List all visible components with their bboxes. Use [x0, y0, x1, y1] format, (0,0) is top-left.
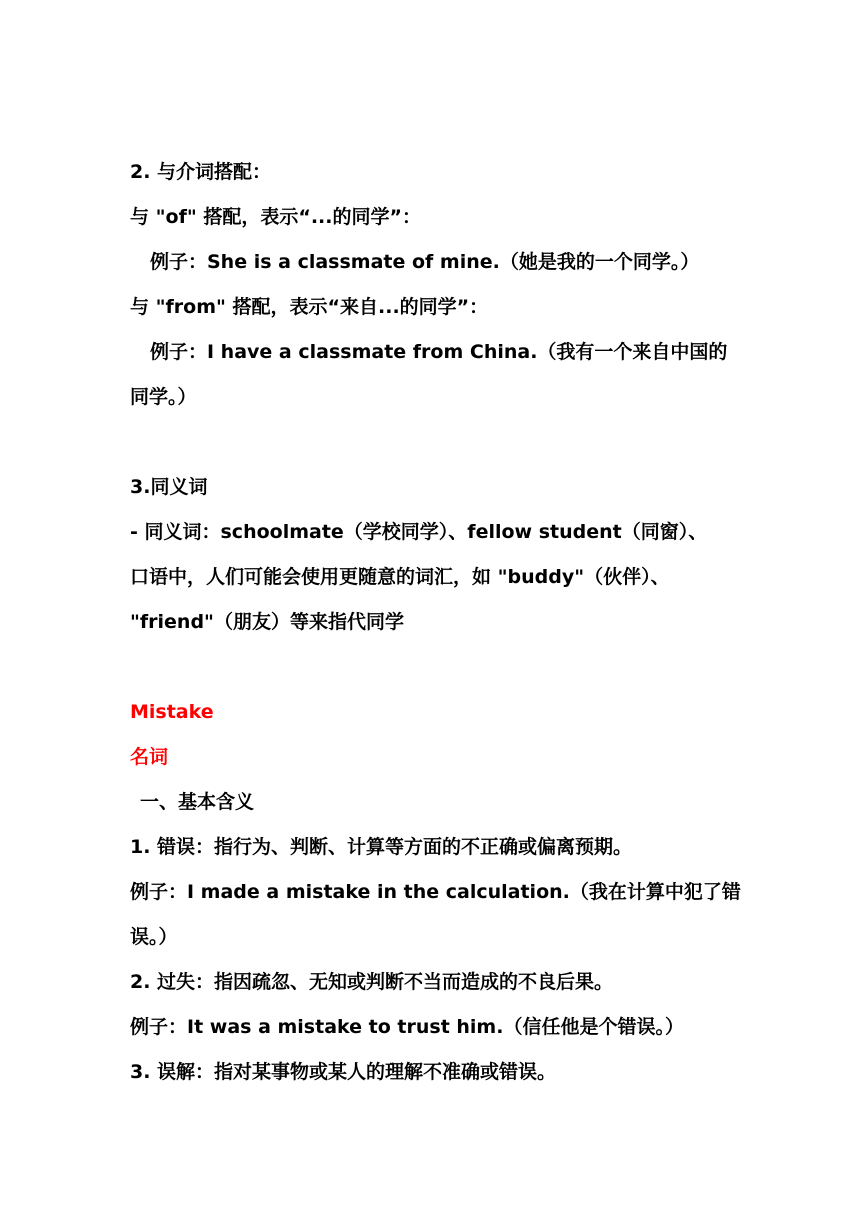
- spacer: [130, 645, 750, 690]
- sense-2-example: 例子：It was a mistake to trust him.（信任他是个错误。）: [130, 1016, 684, 1038]
- entry-word: Mistake: [130, 701, 214, 723]
- sense-2: 2. 过失：指因疏忽、无知或判断不当而造成的不良后果。: [130, 971, 614, 993]
- from-collocation-example-cont: 同学。）: [130, 386, 197, 408]
- from-collocation-example: 例子：I have a classmate from China.（我有一个来自中国的: [150, 341, 728, 363]
- spacer: [130, 420, 750, 465]
- of-collocation-example: 例子：She is a classmate of mine.（她是我的一个同学。）: [150, 251, 700, 273]
- sense-3: 3. 误解：指对某事物或某人的理解不准确或错误。: [130, 1061, 557, 1083]
- sense-1-example: 例子：I made a mistake in the calculation.（我在计算中犯了错: [130, 881, 741, 903]
- section-heading-synonyms: 3.同义词: [130, 476, 208, 498]
- basic-meaning-heading: 一、基本含义: [140, 791, 255, 813]
- synonyms-line: - 同义词：schoolmate（学校同学）、fellow student（同窗）、: [130, 521, 708, 543]
- sense-1: 1. 错误：指行为、判断、计算等方面的不正确或偏离预期。: [130, 836, 633, 858]
- from-collocation-rule: 与 "from" 搭配，表示“来自...的同学”：: [130, 296, 489, 318]
- sense-1-example-cont: 误。）: [130, 926, 178, 948]
- part-of-speech: 名词: [130, 746, 169, 768]
- section-heading-prepositions: 2. 与介词搭配：: [130, 161, 272, 183]
- of-collocation-rule: 与 "of" 搭配，表示“...的同学”：: [130, 206, 421, 228]
- synonyms-colloquial-line-cont: "friend"（朋友）等来指代同学: [130, 611, 404, 633]
- synonyms-colloquial-line: 口语中，人们可能会使用更随意的词汇，如 "buddy"（伙伴）、: [130, 566, 670, 588]
- document-page: [130, 150, 750, 1095]
